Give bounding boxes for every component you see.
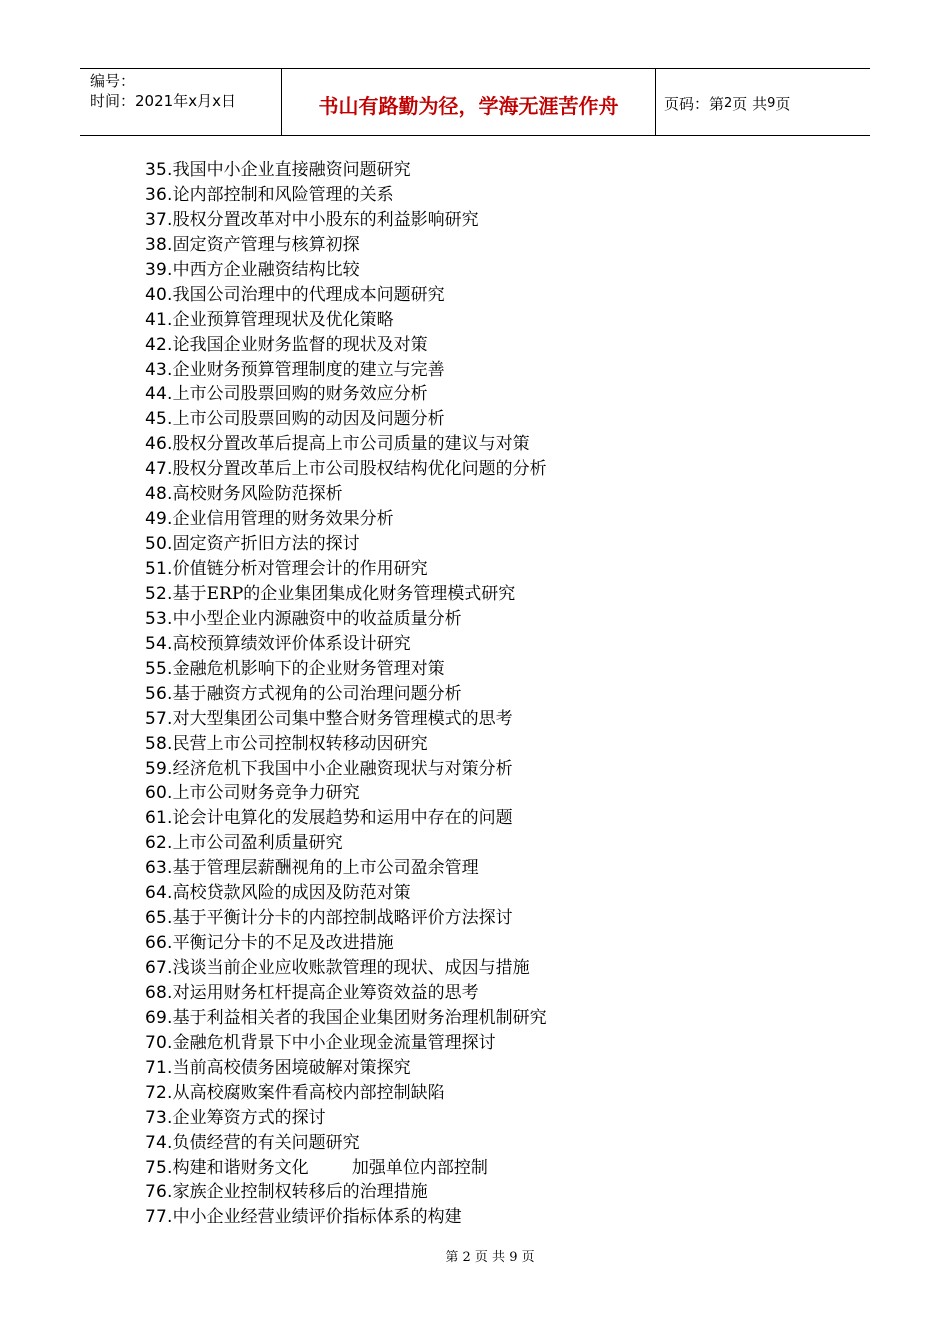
list-item-text: 上市公司盈利质量研究 — [172, 833, 343, 854]
list-item-text: 中西方企业融资结构比较 — [172, 259, 360, 280]
list-item — [145, 1205, 547, 1230]
list-item — [145, 707, 547, 732]
list-item-number: 50. — [145, 534, 173, 555]
list-item-text: 负债经营的有关问题研究 — [172, 1132, 360, 1153]
list-item-number: 56. — [145, 683, 173, 704]
list-item-number: 36. — [145, 184, 173, 205]
list-item-text: 平衡记分卡的不足及改进措施 — [172, 933, 394, 954]
list-item — [145, 607, 547, 632]
list-item-text: 企业筹资方式的探讨 — [172, 1107, 326, 1128]
list-item-number: 42. — [145, 334, 173, 355]
list-item-text: 企业财务预算管理制度的建立与完善 — [172, 359, 445, 380]
list-item — [145, 1131, 547, 1156]
list-item — [145, 682, 547, 707]
header-motto: 书山有路勤为径，学海无涯苦作舟 — [282, 69, 656, 135]
list-item-text: 浅谈当前企业应收账款管理的现状、成因与措施 — [172, 958, 530, 978]
list-item — [145, 956, 547, 981]
list-item-text: 企业信用管理的财务效果分析 — [172, 509, 394, 530]
list-item — [145, 931, 547, 956]
list-item-number: 47. — [145, 459, 173, 480]
list-item-number: 61. — [145, 808, 173, 829]
list-item-number: 69. — [145, 1007, 173, 1028]
time-value: 2021年x月x日 — [135, 92, 236, 110]
list-item-number: 45. — [145, 409, 173, 430]
list-item-text: 对运用财务杠杆提高企业筹资效益的思考 — [172, 982, 479, 1003]
list-item — [145, 732, 547, 757]
list-item-text: 基于管理层薪酬视角的上市公司盈余管理 — [172, 858, 479, 879]
list-item-number: 70. — [145, 1032, 173, 1053]
list-item — [145, 308, 547, 333]
list-item-number: 43. — [145, 359, 173, 380]
time-label: 时间： — [90, 92, 136, 110]
list-item — [145, 432, 547, 457]
list-item-text: 中小型企业内源融资中的收益质量分析 — [172, 608, 462, 629]
page-label: 页码：第 — [664, 94, 725, 113]
list-item-number: 68. — [145, 982, 173, 1003]
list-item — [145, 382, 547, 407]
list-item-number: 64. — [145, 883, 173, 904]
list-item — [145, 1106, 547, 1131]
list-item — [145, 856, 547, 881]
list-item — [145, 258, 547, 283]
list-item-number: 76. — [145, 1182, 173, 1203]
list-item — [145, 1031, 547, 1056]
list-item-number: 59. — [145, 758, 173, 779]
list-item-number: 53. — [145, 608, 173, 629]
list-item-number: 62. — [145, 833, 173, 854]
list-item — [145, 1006, 547, 1031]
list-item-text: 股权分置改革后上市公司股权结构优化问题的分析 — [172, 459, 547, 480]
page-current: 2 — [724, 95, 733, 111]
list-item-text: 上市公司股票回购的财务效应分析 — [172, 384, 428, 405]
list-item-text: 民营上市公司控制权转移动因研究 — [172, 733, 428, 754]
list-item-number: 40. — [145, 284, 173, 305]
list-item-text: 固定资产折旧方法的探讨 — [172, 534, 360, 555]
topic-list — [145, 158, 547, 1230]
list-item-number: 60. — [145, 783, 173, 804]
list-item-number: 74. — [145, 1132, 173, 1153]
list-item — [145, 781, 547, 806]
list-item-number: 54. — [145, 633, 173, 654]
list-item-number: 63. — [145, 858, 173, 879]
list-item — [145, 532, 547, 557]
list-item-text: 中小企业经营业绩评价指标体系的构建 — [172, 1207, 462, 1228]
page-total: 9 — [767, 95, 776, 111]
list-item-number: 66. — [145, 933, 173, 954]
list-item-number: 58. — [145, 733, 173, 754]
list-item-text: 价值链分析对管理会计的作用研究 — [172, 559, 428, 579]
list-item-number: 73. — [145, 1107, 173, 1128]
list-item — [145, 482, 547, 507]
list-item-number: 51. — [145, 559, 173, 579]
list-item-number: 72. — [145, 1082, 173, 1103]
list-item-number: 57. — [145, 708, 173, 729]
list-item-text: 上市公司财务竞争力研究 — [172, 783, 360, 804]
list-item-text: 论我国企业财务监督的现状及对策 — [172, 334, 428, 355]
list-item-text: 高校财务风险防范探析 — [172, 484, 343, 505]
list-item — [145, 557, 547, 582]
list-item-number: 75. — [145, 1157, 173, 1178]
list-item-text: 论会计电算化的发展趋势和运用中存在的问题 — [172, 808, 513, 829]
list-item-number: 55. — [145, 658, 173, 679]
list-item-text: 金融危机背景下中小企业现金流量管理探讨 — [172, 1032, 496, 1053]
list-item — [145, 906, 547, 931]
list-item — [145, 457, 547, 482]
list-item-text: 金融危机影响下的企业财务管理对策 — [172, 658, 445, 679]
list-item-number: 37. — [145, 209, 173, 230]
list-item — [145, 757, 547, 782]
list-item-number: 44. — [145, 384, 173, 405]
list-item — [145, 1180, 547, 1205]
list-item-text: 基于平衡计分卡的内部控制战略评价方法探讨 — [172, 908, 513, 929]
list-item-text: 我国中小企业直接融资问题研究 — [172, 160, 411, 180]
list-item-text: 高校预算绩效评价体系设计研究 — [172, 633, 411, 654]
list-item-text: 我国公司治理中的代理成本问题研究 — [172, 284, 445, 305]
list-item-text: 当前高校债务困境破解对策探究 — [172, 1057, 411, 1078]
list-item — [145, 582, 547, 607]
list-item — [145, 407, 547, 432]
page-mid: 页 共 — [732, 94, 768, 113]
list-item-number: 46. — [145, 434, 173, 455]
list-item-number: 41. — [145, 309, 173, 330]
list-item-number: 67. — [145, 958, 173, 978]
list-item — [145, 1081, 547, 1106]
list-item-number: 77. — [145, 1207, 173, 1228]
header-meta — [80, 69, 282, 135]
list-item-text: 基于融资方式视角的公司治理问题分析 — [172, 683, 462, 704]
list-item — [145, 632, 547, 657]
list-item — [145, 358, 547, 383]
list-item-number: 49. — [145, 509, 173, 530]
list-item-text: 基于利益相关者的我国企业集团财务治理机制研究 — [172, 1007, 547, 1028]
list-item — [145, 507, 547, 532]
page-footer: 第 2 页 共 9 页 — [445, 1250, 535, 1265]
list-item — [145, 881, 547, 906]
list-item-number: 38. — [145, 234, 173, 255]
list-item-text: 固定资产管理与核算初探 — [172, 234, 360, 255]
list-item-text: 上市公司股票回购的动因及问题分析 — [172, 409, 445, 430]
list-item-text: 论内部控制和风险管理的关系 — [172, 184, 394, 205]
list-item — [145, 333, 547, 358]
list-item-text: 企业预算管理现状及优化策略 — [172, 309, 394, 330]
list-item-number: 35. — [145, 160, 173, 180]
list-item-number: 48. — [145, 484, 173, 505]
list-item — [145, 831, 547, 856]
list-item-number: 52. — [145, 583, 173, 604]
list-item-text: 基于ERP的企业集团集成化财务管理模式研究 — [172, 583, 516, 604]
list-item-text: 股权分置改革后提高上市公司质量的建议与对策 — [172, 434, 530, 455]
list-item-text: 经济危机下我国中小企业融资现状与对策分析 — [172, 758, 513, 779]
list-item-number: 65. — [145, 908, 173, 929]
list-item — [145, 981, 547, 1006]
list-item-text: 构建和谐财务文化 加强单位内部控制 — [172, 1157, 488, 1178]
page-end: 页 — [775, 94, 791, 113]
list-item-text: 从高校腐败案件看高校内部控制缺陷 — [172, 1082, 445, 1103]
list-item-text: 对大型集团公司集中整合财务管理模式的思考 — [172, 708, 513, 729]
list-item-number: 71. — [145, 1057, 173, 1078]
list-item-number: 39. — [145, 259, 173, 280]
list-item — [145, 183, 547, 208]
time-line — [90, 91, 281, 111]
list-item — [145, 806, 547, 831]
list-item — [145, 1156, 547, 1181]
page-header — [80, 68, 870, 136]
list-item-text: 股权分置改革对中小股东的利益影响研究 — [172, 209, 479, 230]
list-item-text: 高校贷款风险的成因及防范对策 — [172, 883, 411, 904]
list-item-text: 家族企业控制权转移后的治理措施 — [172, 1182, 428, 1203]
list-item — [145, 208, 547, 233]
list-item — [145, 657, 547, 682]
list-item — [145, 1056, 547, 1081]
header-page-number — [656, 69, 870, 135]
list-item — [145, 283, 547, 308]
list-item — [145, 158, 547, 183]
number-label: 编号： — [90, 72, 136, 90]
list-item — [145, 233, 547, 258]
